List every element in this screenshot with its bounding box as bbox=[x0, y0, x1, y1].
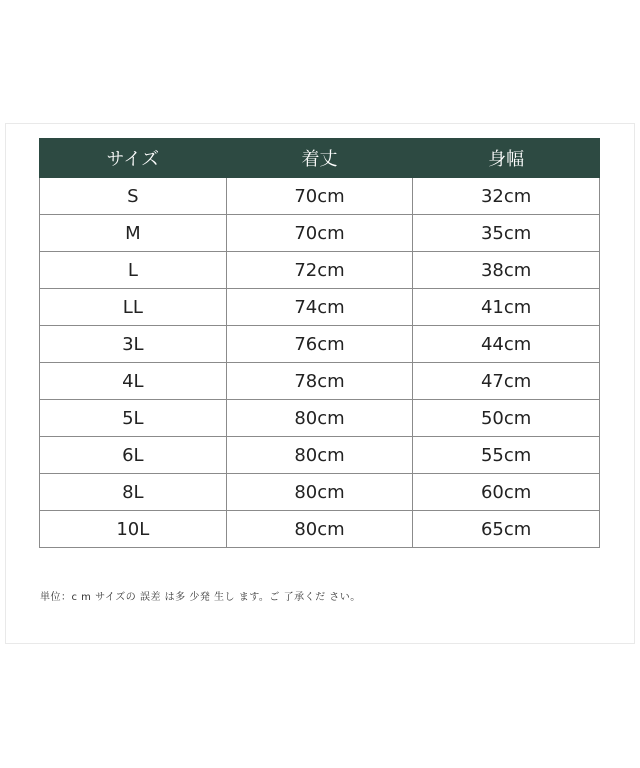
cell-width: 65cm bbox=[413, 511, 600, 548]
header-width: 身幅 bbox=[413, 139, 600, 178]
table-header-row bbox=[40, 139, 600, 178]
table-row bbox=[40, 326, 600, 363]
cell-size: S bbox=[40, 178, 227, 215]
table-row bbox=[40, 474, 600, 511]
cell-width: 38cm bbox=[413, 252, 600, 289]
cell-size: M bbox=[40, 215, 227, 252]
table-row bbox=[40, 252, 600, 289]
cell-size: 10L bbox=[40, 511, 227, 548]
size-note: 単位：c m サイズの 誤差 は多 少発 生し ます。ご 了承くだ さい。 bbox=[40, 592, 361, 603]
header-length: 着丈 bbox=[226, 139, 413, 178]
cell-width: 32cm bbox=[413, 178, 600, 215]
cell-length: 76cm bbox=[226, 326, 413, 363]
cell-width: 60cm bbox=[413, 474, 600, 511]
cell-length: 70cm bbox=[226, 215, 413, 252]
cell-length: 80cm bbox=[226, 511, 413, 548]
table-row bbox=[40, 437, 600, 474]
table-row bbox=[40, 363, 600, 400]
header-size: サイズ bbox=[40, 139, 227, 178]
cell-width: 47cm bbox=[413, 363, 600, 400]
cell-length: 74cm bbox=[226, 289, 413, 326]
cell-width: 50cm bbox=[413, 400, 600, 437]
cell-length: 70cm bbox=[226, 178, 413, 215]
cell-width: 35cm bbox=[413, 215, 600, 252]
cell-length: 72cm bbox=[226, 252, 413, 289]
table-row bbox=[40, 289, 600, 326]
cell-length: 80cm bbox=[226, 400, 413, 437]
cell-size: 5L bbox=[40, 400, 227, 437]
cell-length: 80cm bbox=[226, 437, 413, 474]
table-row bbox=[40, 215, 600, 252]
cell-size: 6L bbox=[40, 437, 227, 474]
table-row bbox=[40, 511, 600, 548]
table-row bbox=[40, 400, 600, 437]
cell-size: L bbox=[40, 252, 227, 289]
cell-width: 41cm bbox=[413, 289, 600, 326]
table-row bbox=[40, 178, 600, 215]
cell-size: 4L bbox=[40, 363, 227, 400]
size-chart-table bbox=[39, 138, 600, 548]
cell-length: 80cm bbox=[226, 474, 413, 511]
cell-width: 55cm bbox=[413, 437, 600, 474]
cell-size: 8L bbox=[40, 474, 227, 511]
cell-size: 3L bbox=[40, 326, 227, 363]
cell-size: LL bbox=[40, 289, 227, 326]
cell-width: 44cm bbox=[413, 326, 600, 363]
cell-length: 78cm bbox=[226, 363, 413, 400]
